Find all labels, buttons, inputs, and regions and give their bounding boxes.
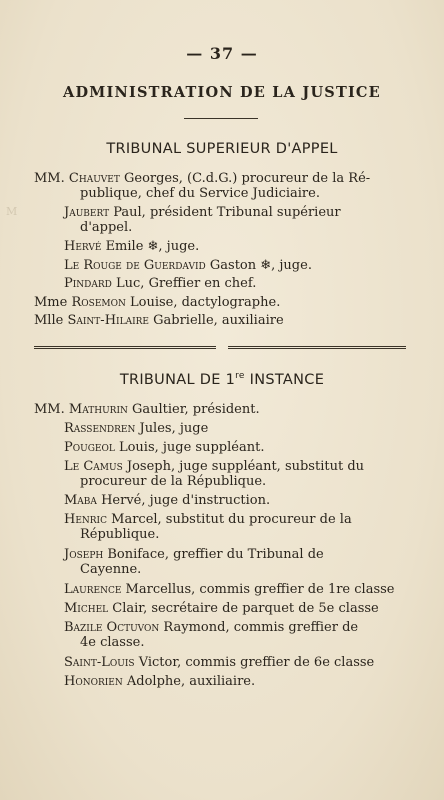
list-item: Saint-Louis Victor, commis greffier de 6e classe: [64, 655, 375, 670]
list-item: Honorien Adolphe, auxiliaire.: [64, 674, 256, 689]
list-item: MM. Chauvet Georges, (C.d.G.) procureur de la Ré-: [34, 171, 371, 186]
list-item: Pougeol Louis, juge suppléant.: [64, 440, 265, 455]
list-item: Le Rouge de Guerdavid Gaston ❄, juge.: [64, 258, 312, 273]
list-item: Bazile Octuvon Raymond, commis greffier de: [64, 620, 359, 635]
list-item-continuation: République.: [80, 527, 160, 542]
list-item: Mlle Saint-Hilaire Gabrielle, auxiliaire: [34, 313, 284, 328]
list-item: Joseph Boniface, greffier du Tribunal de: [64, 547, 324, 562]
list-item: Rassendren Jules, juge: [64, 421, 209, 436]
list-item: Le Camus Joseph, juge suppléant, substitut du: [64, 459, 365, 474]
list-item: Hervé Emile ❄, juge.: [64, 239, 200, 254]
section-title-first-instance: TRIBUNAL DE 1re INSTANCE: [119, 371, 325, 388]
list-item: Jaubert Paul, président Tribunal supérieur: [64, 205, 341, 220]
list-item-continuation: Cayenne.: [80, 562, 142, 577]
list-item-continuation: 4e classe.: [80, 635, 145, 650]
list-item: Mme Rosemon Louise, dactylographe.: [34, 295, 281, 310]
section-title-appeal: TRIBUNAL SUPERIEUR D'APPEL: [106, 141, 338, 157]
list-item-continuation: publique, chef du Service Judiciaire.: [80, 186, 320, 201]
list-item: Pindard Luc, Greffier en chef.: [64, 276, 257, 291]
list-item: Maba Hervé, juge d'instruction.: [64, 493, 271, 508]
list-item: Laurence Marcellus, commis greffier de 1re classe: [64, 582, 395, 597]
list-item-continuation: d'appel.: [80, 220, 133, 235]
list-item: Henric Marcel, substitut du procureur de la: [64, 512, 352, 527]
list-item-continuation: procureur de la République.: [80, 474, 267, 489]
page-heading: ADMINISTRATION DE LA JUSTICE: [63, 84, 381, 101]
bleed-through-mark: M: [6, 205, 18, 218]
page-number: — 37 —: [186, 44, 258, 63]
list-item: Michel Clair, secrétaire de parquet de 5e classe: [64, 601, 379, 616]
list-item: MM. Mathurin Gaultier, président.: [34, 402, 260, 417]
